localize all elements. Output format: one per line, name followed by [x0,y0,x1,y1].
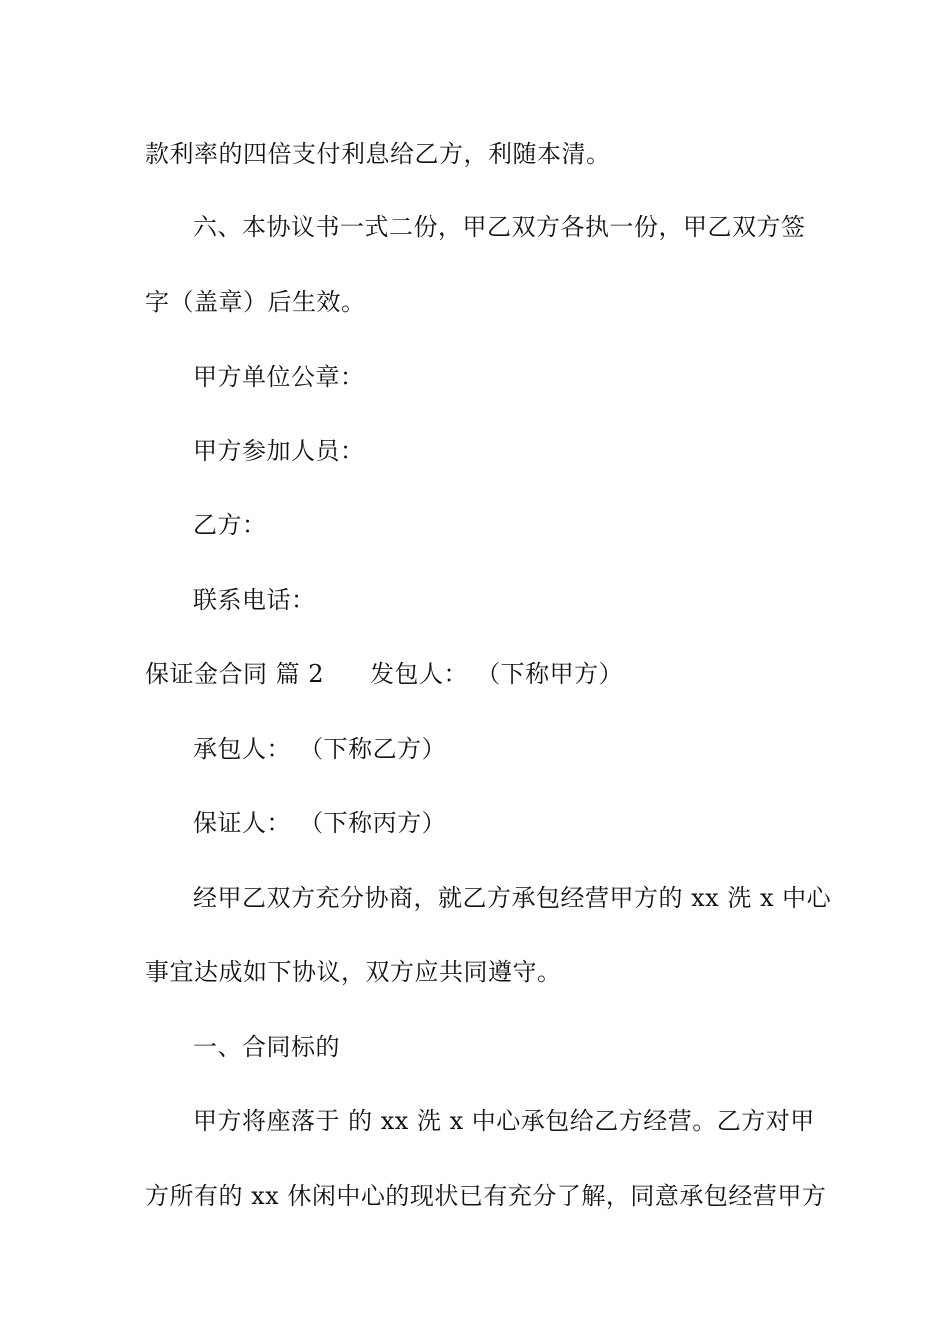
subsection-heading: 一、合同标的 [193,1033,340,1061]
signature-field-label: 甲方单位公章： [193,363,365,391]
paragraph-line: 方所有的 xx 休闲中心的现状已有充分了解，同意承包经营甲方 [145,1182,827,1210]
signature-field-label: 乙方： [193,511,267,539]
section-heading: 保证金合同 篇 2 [145,660,325,688]
party-label: 承包人： （下称乙方） [193,735,447,763]
paragraph-line: 款利率的四倍支付利息给乙方，利随本清。 [145,140,611,168]
party-label: 保证人： （下称丙方） [193,809,447,837]
signature-field-label: 联系电话： [193,586,316,614]
paragraph-line: 六、本协议书一式二份，甲乙双方各执一份，甲乙双方签 [193,213,806,241]
paragraph-line: 事宜达成如下协议，双方应共同遵守。 [145,958,562,986]
paragraph-line: 经甲乙双方充分协商，就乙方承包经营甲方的 xx 洗 x 中心 [193,884,832,912]
section-heading-line [145,659,815,689]
signature-field-label: 甲方参加人员： [193,437,365,465]
party-label: 发包人： （下称甲方） [370,660,624,688]
paragraph-line: 字（盖章）后生效。 [145,288,366,316]
paragraph-line: 甲方将座落于 的 xx 洗 x 中心承包给乙方经营。乙方对甲 [193,1107,815,1135]
